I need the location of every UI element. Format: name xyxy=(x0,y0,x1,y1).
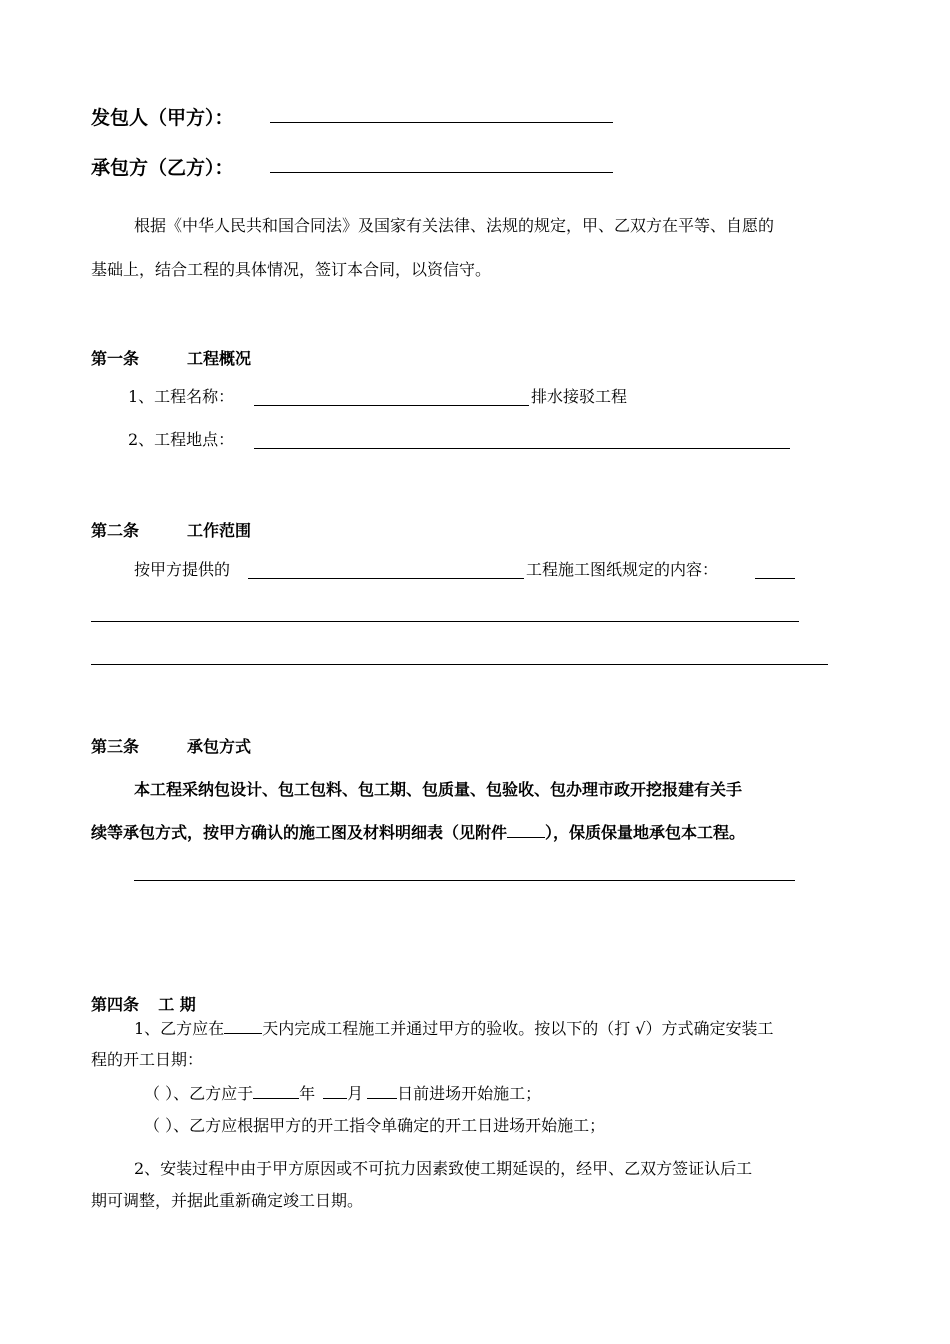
party-a-label: 发包人（甲方）： xyxy=(91,107,234,129)
duration-paragraph-2-line-1: 2、安装过程中由于甲方原因或不可抗力因素致使工期延误的，经甲、乙双方签证认后工 xyxy=(134,1159,753,1178)
start-option-1 xyxy=(144,1086,541,1102)
party-b-label: 承包方（乙方）： xyxy=(91,157,234,179)
days-blank[interactable] xyxy=(224,1021,262,1034)
contract-method-line-2-a: 续等承包方式，按甲方确认的施工图及材料明细表（见附件 xyxy=(91,823,508,842)
party-a-blank[interactable] xyxy=(270,122,613,123)
start-month-blank[interactable] xyxy=(323,1086,347,1099)
party-b-blank[interactable] xyxy=(270,172,613,173)
article-3-heading xyxy=(91,734,251,757)
duration-p1-b: 天内完成工程施工并通过甲方的验收。按以下的（打 √）方式确定安装工 xyxy=(262,1019,774,1038)
article-3-title: 承包方式 xyxy=(187,737,252,756)
article-1-number: 第一条 xyxy=(91,349,140,368)
scope-drawing-blank[interactable] xyxy=(248,578,524,579)
article-4-heading xyxy=(91,992,196,1015)
preamble-line-1: 根据《中华人民共和国合同法》及国家有关法律、法规的规定，甲、乙双方在平等、自愿的 xyxy=(134,216,775,235)
start-option-2-text: 、乙方应根据甲方的开工指令单确定的开工日进场开始施工； xyxy=(173,1116,606,1135)
contract-method-line-1: 本工程采纳包设计、包工包料、包工期、包质量、包验收、包办理市政开挖报建有关手 xyxy=(134,780,743,799)
project-name-suffix: 排水接驳工程 xyxy=(531,387,628,406)
start-year-blank[interactable] xyxy=(253,1086,299,1099)
scope-prefix: 按甲方提供的 xyxy=(134,560,231,579)
contract-method-extra-blank[interactable] xyxy=(134,880,795,881)
attachment-number-blank[interactable] xyxy=(507,825,545,838)
article-1-title: 工程概况 xyxy=(187,349,252,368)
project-name-label: 1、工程名称： xyxy=(128,387,235,406)
start-option-2 xyxy=(144,1118,605,1134)
start-option-1-text: 、乙方应于 xyxy=(173,1084,254,1103)
article-2-title: 工作范围 xyxy=(187,521,252,540)
article-4-number: 第四条 xyxy=(91,995,140,1014)
duration-paragraph-1-line-2: 程的开工日期： xyxy=(91,1050,204,1069)
duration-paragraph-2-line-2: 期可调整，并据此重新确定竣工日期。 xyxy=(91,1191,364,1210)
start-day-blank[interactable] xyxy=(367,1086,397,1099)
scope-content-blank-1[interactable] xyxy=(755,578,795,579)
article-2-heading xyxy=(91,518,251,541)
scope-content-blank-3[interactable] xyxy=(91,664,828,665)
article-4-title: 工 期 xyxy=(158,995,196,1014)
article-1-heading xyxy=(91,346,251,369)
start-option-1-checkbox[interactable]: （ ） xyxy=(144,1084,174,1103)
duration-paragraph-1-line-1 xyxy=(134,1021,773,1037)
article-2-number: 第二条 xyxy=(91,521,140,540)
project-name-blank[interactable] xyxy=(254,405,529,406)
start-option-2-checkbox[interactable]: （ ） xyxy=(144,1116,174,1135)
duration-p1-a: 1、乙方应在 xyxy=(134,1019,225,1038)
project-location-blank[interactable] xyxy=(254,448,790,449)
preamble-line-2: 基础上，结合工程的具体情况，签订本合同，以资信守。 xyxy=(91,260,492,279)
year-label: 年 xyxy=(299,1084,316,1103)
scope-content-blank-2[interactable] xyxy=(91,621,799,622)
month-label: 月 xyxy=(347,1084,364,1103)
scope-middle: 工程施工图纸规定的内容： xyxy=(526,560,719,579)
project-location-label: 2、工程地点： xyxy=(128,430,235,449)
contract-method-line-2 xyxy=(91,820,745,843)
day-label: 日前进场开始施工； xyxy=(397,1084,542,1103)
contract-method-line-2-b: ），保质保量地承包本工程。 xyxy=(545,823,746,842)
article-3-number: 第三条 xyxy=(91,737,140,756)
